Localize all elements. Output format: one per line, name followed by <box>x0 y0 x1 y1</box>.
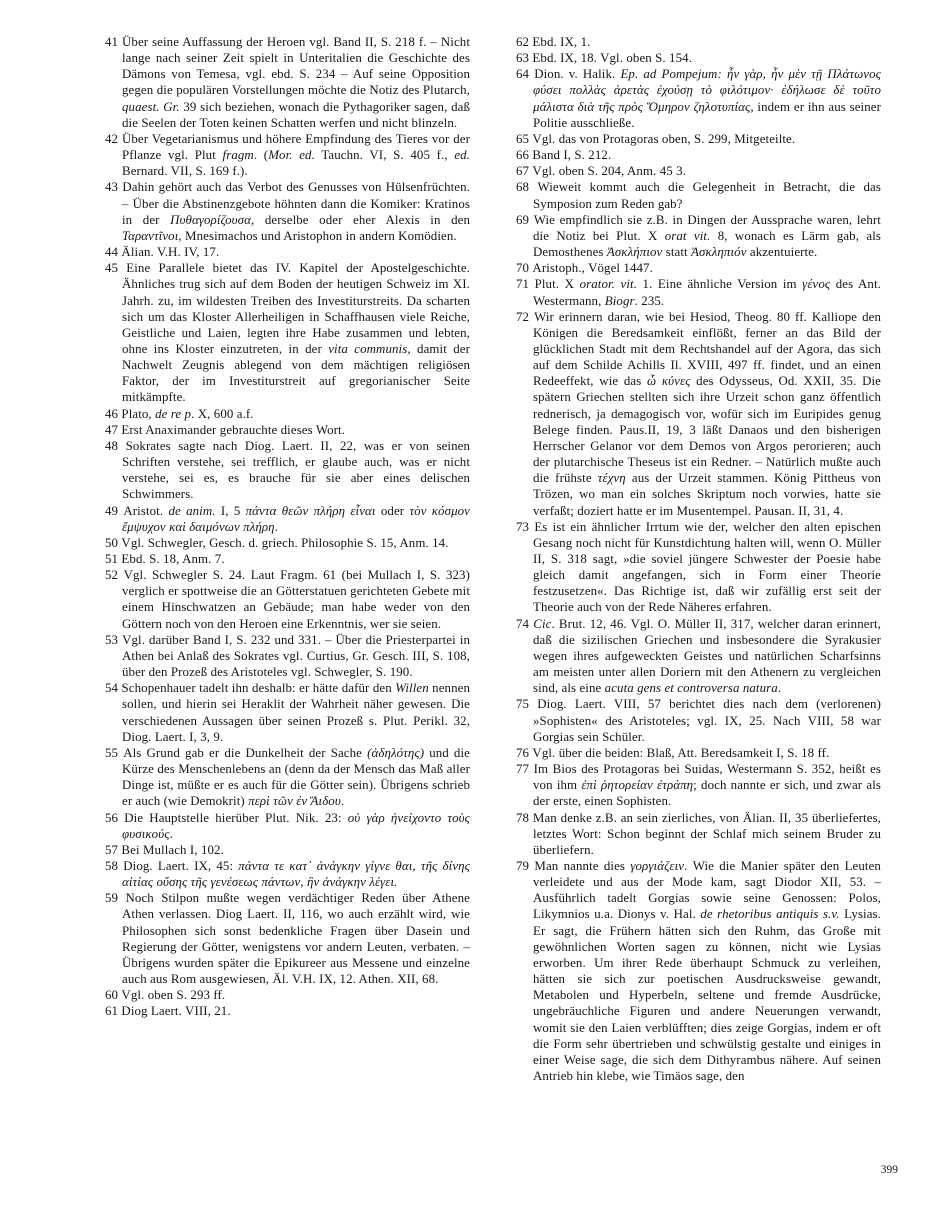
footnote-text: Sokrates sagte nach Diog. Laert. II, 22, was er von seinen Schriften verstehe, sei trefflich, er glaube auch, was er nicht verstehe, sei es, es brauche für sie aber eines delischen Schwimmers. <box>122 438 470 502</box>
footnote-41 <box>105 34 470 131</box>
footnote-text: oder <box>375 503 410 518</box>
footnote-text: Über seine Auffassung der Heroen vgl. Band II, S. 218 f. – Nicht lange nach seiner Zeit spielt in Unteritalien die Geschichte des Dämons von Temesa, vgl. ebd. S. 234 – Auf seine Opposition gegen die populären Vorstellungen möchte die Notiz des Plutarch, <box>121 35 470 98</box>
footnote-50 <box>105 535 470 551</box>
footnote-48 <box>105 438 470 503</box>
footnote-57 <box>105 842 470 858</box>
footnote-text-italic: vita communis, <box>328 341 411 356</box>
footnote-text: damit der Nachwelt Zeugnis ablegend von dem mächtigen religiösen Faktor, der im Investiturstreit auf gregorianischer Seite mitkämpfte. <box>122 341 470 405</box>
footnote-text: Vgl. das von Protagoras oben, S. 299, Mitgeteilte. <box>532 131 796 146</box>
footnote-number: 53 <box>105 632 123 647</box>
footnote-64 <box>516 66 881 131</box>
footnote-text-italic: acuta gens et controversa natura <box>604 681 778 696</box>
footnote-77 <box>516 761 881 809</box>
footnote-text-italic: fragm <box>222 148 254 163</box>
notes-column-left <box>105 34 470 1084</box>
footnote-number: 69 <box>516 212 534 227</box>
footnote-58 <box>105 858 470 890</box>
footnote-text-italic: Cic <box>533 616 552 631</box>
footnote-number: 48 <box>105 438 126 453</box>
footnote-text-italic: de rhetoribus antiquis s.v. <box>700 907 840 922</box>
footnote-number: 78 <box>516 810 533 825</box>
footnote-text-italic: πάντα τε κατ᾽ ἀνάγκην γίγνε θαι, τῆς δίνης αἰτίας οὔσης τῆς γενέσεως πάντων, ἣν ἀνάγκην λέγει. <box>122 858 470 890</box>
footnote-text: Diog. Laert. IX, 45: <box>123 858 239 873</box>
footnote-60 <box>105 987 470 1003</box>
footnote-text: , derselbe oder eher Alexis in den <box>251 212 470 227</box>
footnote-69 <box>516 212 881 260</box>
footnote-72 <box>516 309 881 519</box>
footnote-text: . Wie die Manier später den Leuten verleidete und aus der Mode kam, sagt Diodor XII, 53. – Ausführlich tadelt Gorgias sowie seine Genossen: Polos, Likymnios u.a. Dionys v. Hal. <box>533 858 881 922</box>
footnote-text: 8, wonach es Lärm gab, als Demosthenes <box>533 228 881 260</box>
footnote-59 <box>105 890 470 987</box>
footnote-text: Vgl. Schwegler, Gesch. d. griech. Philosophie S. 15, Anm. 14. <box>121 535 449 550</box>
footnote-text: Über Vegetarianismus und höhere Empfindung des Tieres vor der Pflanze vgl. Plut <box>121 131 470 163</box>
footnote-43 <box>105 179 470 244</box>
footnote-text: Dahin gehört auch das Verbot des Genusses von Hülsenfrüchten. – Über die Abstinenzgebote höhnten dann die Komiker: Kratinos in der <box>122 180 470 227</box>
footnote-text-italic: de re p <box>155 406 192 421</box>
footnote-66 <box>516 147 881 163</box>
footnote-text-italic: Ἀσκλήπιον <box>606 245 663 260</box>
footnote-number: 60 <box>105 988 122 1003</box>
footnote-number: 51 <box>105 552 122 566</box>
footnote-number: 41 <box>105 35 122 49</box>
footnote-text: . ( <box>253 148 269 163</box>
footnote-71 <box>516 276 881 308</box>
footnote-text-italic: Mor. ed. <box>268 148 315 163</box>
footnote-text: Ebd. IX, 18. Vgl. oben S. 154. <box>532 51 693 66</box>
footnote-51 <box>105 551 470 567</box>
footnote-number: 77 <box>516 762 534 777</box>
footnote-text: Bei Mullach I, 102. <box>121 842 224 857</box>
footnote-62 <box>516 34 881 50</box>
footnote-number: 68 <box>516 180 538 195</box>
footnote-text: Tauchn. VI, S. 405 f., <box>314 148 455 163</box>
footnote-text: Bernard. VII, S. 169 f.). <box>122 164 248 179</box>
footnote-78 <box>516 810 881 858</box>
footnote-56 <box>105 810 470 842</box>
footnote-text: Schopenhauer tadelt ihn deshalb: er hätte dafür den <box>121 681 396 696</box>
footnote-49 <box>105 503 470 535</box>
footnote-text: Wie empfindlich sie z.B. in Dingen der Aussprache waren, lehrt die Notiz bei Plut. X <box>533 212 881 243</box>
footnote-61 <box>105 1003 470 1019</box>
footnote-text-italic: γένος <box>802 277 831 292</box>
footnote-text: Diog. Laert. VIII, 57 berichtet dies nach dem (verlorenen) »Sophisten« des Aristoteles; vgl. IX, 25. Nach VIII, 58 war Gorgias sein Schüler. <box>533 697 881 744</box>
footnote-text: 39 sich beziehen, wonach die Pythagoriker sagen, daß die Seelen der Toten keinen Schatten werfen und nicht blinzeln. <box>122 99 470 130</box>
footnote-number: 67 <box>516 164 533 179</box>
footnote-number: 43 <box>105 180 123 195</box>
footnote-text: nennen sollen, und hierin sei Heraklit der Wahrheit näher gewesen. Die verschiedenen Aussagen über seinen Prozeß s. Plut. Perikl. 32, Diog. Laert. I, 3, 9. <box>122 681 470 744</box>
footnote-text: Vgl. oben S. 204, Anm. 45 3. <box>532 164 686 179</box>
footnote-text: Plato, <box>121 406 156 421</box>
footnote-63 <box>516 50 881 66</box>
footnote-number: 45 <box>105 261 127 276</box>
footnote-text: Dion. v. Halik. <box>534 67 621 82</box>
footnote-text-italic: Biogr <box>604 293 635 308</box>
footnote-number: 72 <box>516 309 535 324</box>
footnote-text-italic: γοργιάζειν <box>630 858 685 873</box>
footnote-text-italic: ὦ κύνες <box>647 374 691 389</box>
footnote-number: 56 <box>105 810 125 825</box>
footnote-text-italic: (ἀδηλότης) <box>367 745 425 760</box>
footnote-number: 44 <box>105 245 122 260</box>
footnote-text: Ebd. S. 18, Anm. 7. <box>121 552 225 566</box>
footnote-text: Wieweit kommt auch die Gelegenheit in Betracht, die das Symposion zum Reden gab? <box>533 180 881 211</box>
footnote-text: Band I, S. 212. <box>532 148 612 163</box>
footnote-text: statt <box>662 245 692 260</box>
footnote-76 <box>516 745 881 761</box>
footnote-text: indem er ihn aus seiner Politie ausschließe. <box>533 99 882 130</box>
footnote-44 <box>105 244 470 260</box>
footnote-text: Vgl. oben S. 293 ff. <box>121 988 226 1003</box>
footnote-number: 79 <box>516 858 535 873</box>
footnote-text-italic: οὐ γὰρ ἠνείχοντο τοὺς φυσικούς <box>122 810 470 841</box>
footnote-text: Diog Laert. VIII, 21. <box>121 1004 231 1019</box>
footnote-number: 76 <box>516 745 533 760</box>
footnote-text: Vgl. Schwegler S. 24. Laut Fragm. 61 (bei Mullach I, S. 323) verglich er spottweise die an Götterstatuen gerichteten Gebete mit einem Hinschwatzen an Gebäude; man habe weder von den Göttern noch von den Heroen eine Erkenntnis, wer sie seien. <box>122 568 470 631</box>
footnote-number: 59 <box>105 891 126 906</box>
footnote-text-italic: Ep. ad Pompejum: ἦν γὰρ, ἦν μὲν τῇ Πλάτωνος φύσει πολλὰς ἀρετὰς ἐχούσῃ τὸ φιλότιμον· ἐδήλωσε δὲ τοῦτο μάλιστα διὰ τῆς πρὸς Ὅμηρον ζηλοτυπίας, <box>533 67 881 114</box>
footnote-74 <box>516 616 881 697</box>
footnote-text-italic: Πυθαγορίζουσα <box>170 212 251 227</box>
footnote-text-italic: quaest. Gr. <box>122 99 180 114</box>
footnote-number: 75 <box>516 697 538 712</box>
footnote-54 <box>105 680 470 745</box>
footnote-text: Aristot. <box>123 503 169 518</box>
footnote-text: I, 5 <box>215 503 246 518</box>
footnote-text: . Brut. 12, 46. Vgl. O. Müller II, 317, welcher daran erinnert, daß die sizilischen Griechen und insbesondere die Syrakusier wegen ihres aufgeweckten Geistes und natürlichen Scharfsinns am meisten unter allen Doriern mit den Athenern zu vergleichen sind, als eine <box>533 616 881 696</box>
footnote-number: 70 <box>516 261 533 276</box>
footnote-text: Es ist ein ähnlicher Irrtum wie der, welcher den alten epischen Gesang noch nicht für Kunstdichtung halten will, wenn O. Müller II, S. 318 sagt, »die soviel jüngere Schwester der Poesie habe gleich damit angefangen, sich in Form einer Theorie festzusetzen«. Das Richtige ist, daß wir zufällig erst seit der Theorie auch von der Rede Näheres erfahren. <box>533 519 881 615</box>
footnote-text-italic: τὸν κόσμον ἔμψυχον καὶ δαιμόνων πλήρη <box>122 503 471 534</box>
footnote-text-italic: ed. <box>454 148 471 163</box>
footnote-text: akzentuierte. <box>746 245 818 260</box>
footnote-text: Eine Parallele bietet das IV. Kapitel der Apostelgeschichte. Ähnliches trug sich auf dem Boden der heutigen Schweiz im XI. Jahrh. zu, im wildesten Treiben des Investiturstreits. Da scharten sich um das Kloster Allerheiligen in Schaffhausen viele Reiche, Geistliche und Laien, legten ihre Habe zusammen und lebten, ohne ins Kloster einzutreten, in der <box>122 261 470 356</box>
footnote-text: . X, 600 a.f. <box>191 406 254 421</box>
footnote-68 <box>516 179 881 211</box>
footnote-text: . 235. <box>634 293 665 308</box>
notes-column-right <box>516 34 881 1084</box>
footnote-text: Man denke z.B. an sein zierliches, von Älian. II, 35 überliefertes, letztes Wort: Schon beginnt der Schlaf mich seinem Bruder zu überliefern. <box>532 810 881 857</box>
footnote-46 <box>105 406 470 422</box>
footnote-number: 62 <box>516 35 533 49</box>
footnote-text: . <box>274 519 278 534</box>
footnote-text-italic: περὶ τῶν ἐν Ἅιδου <box>248 794 341 809</box>
footnote-75 <box>516 696 881 744</box>
footnote-text: Älian. V.H. IV, 17. <box>121 245 220 260</box>
footnote-text-italic: πάντα θεῶν πλήρη εἶναι <box>245 503 376 518</box>
footnote-text: Vgl. über die beiden: Blaß, Att. Beredsamkeit I, S. 18 ff. <box>532 745 830 760</box>
footnote-text-italic: Ἀσκληπιόν <box>691 245 747 260</box>
footnote-text: Plut. X <box>534 277 580 292</box>
footnote-67 <box>516 163 881 179</box>
footnote-text: Als Grund gab er die Dunkelheit der Sache <box>123 745 368 760</box>
footnote-text-italic: Willen <box>395 681 429 696</box>
notes-columns <box>105 34 881 1084</box>
footnote-number: 42 <box>105 131 122 146</box>
footnote-number: 49 <box>105 503 124 518</box>
footnote-text: und die Kürze des Menschenlebens an (denn da der Mensch das Maß aller Dinge ist, müßte er es auch für die Götter sein). Übrigens schrieb er auch (wie Demokrit) <box>122 745 470 809</box>
footnote-text: Im Bios des Protagoras bei Suidas, Westermann S. 352, heißt es von ihm <box>533 762 882 793</box>
footnote-number: 66 <box>516 148 533 163</box>
footnote-text-italic: orat vit. <box>664 228 711 243</box>
footnote-number: 47 <box>105 422 122 437</box>
footnote-number: 52 <box>105 568 124 583</box>
footnote-number: 65 <box>516 131 533 146</box>
footnote-text: des Odysseus, Od. XXII, 35. Die spätern Griechen stellten sich ihre Urzeit schon ganz öffentlich rednerisch, ja demagogisch vor, wofür sich im Euripides genug Belege finden. Paus.II, 19, 3 läßt Danaos und den bisherigen Herrscher Gelanor vor dem Demos von Argos perorieren; auch der plutarchische Theseus ist ein Redner. – Natürlich mußte auch die frühste <box>533 374 881 486</box>
footnote-number: 64 <box>516 67 535 82</box>
footnote-number: 63 <box>516 51 533 66</box>
footnote-number: 74 <box>516 616 534 631</box>
footnote-text: . <box>340 794 345 809</box>
footnote-number: 50 <box>105 535 122 550</box>
footnote-text: des Ant. Westermann, <box>533 277 881 308</box>
footnote-text: Aristoph., Vögel 1447. <box>532 261 653 276</box>
footnote-number: 54 <box>105 681 122 696</box>
footnote-text: Lysias. Er sagt, die Frühern hätten sich den Ruhm, das Große mit gewöhnlichen Worten sagen zu können, nicht wie Lysias erworben. Um ihrer Rede überhaupt Schmuck zu verleihen, hätten sie sich zur poetischen Ausdrucksweise gewandt, Metabolen und Hyperbeln, seltene und fremde Ausdrücke, ungebräuchliche Figuren und andere Neuerungen verwandt, womit sie den Laien verblüfften; dies zeige Gorgias, indem er oft die Form sehr übertrieben und schwülstig gestalte und einiges in einer Weise sage, die sich dem Dithyrambus nähere. Auf seinen Antrieb hin klebe, wie Timäos sage, den <box>533 907 881 1083</box>
footnote-text: 1. Eine ähnliche Version im <box>637 277 803 292</box>
footnote-text: Die Hauptstelle hierüber Plut. Nik. 23: <box>124 810 348 825</box>
footnote-text: ; doch nannte er sich, und zwar als der erste, einen Sophisten. <box>533 778 881 809</box>
footnote-text-italic: Ταραντῖνοι <box>122 228 179 243</box>
footnote-45 <box>105 260 470 405</box>
footnote-text: . <box>169 826 173 841</box>
footnote-text: Ebd. IX, 1. <box>532 35 591 49</box>
footnote-number: 46 <box>105 406 122 421</box>
footnote-number: 57 <box>105 842 122 857</box>
footnote-number: 71 <box>516 277 535 292</box>
footnote-text: Wir erinnern daran, wie bei Hesiod, Theog. 80 ff. Kalliope den Königen die Beredsamkeit einflößt, ferner an das Bild der glücklichen Stadt mit dem Rechtshandel auf der Agora, das sich auf dem Schilde Achills Il. XVIII, 497 ff. findet, und an einen Redeeffekt, wie das <box>533 309 882 389</box>
footnote-number: 58 <box>105 858 124 873</box>
footnote-text: Erst Anaximander gebrauchte dieses Wort. <box>121 422 346 437</box>
footnote-text: Vgl. darüber Band I, S. 232 und 331. – Über die Priesterpartei in Athen bei Anlaß des Sokrates vgl. Curtius, Gr. Gesch. III, S. 108, über den Prozeß des Aristoteles vgl. Schwegler, S. 190. <box>122 632 470 680</box>
footnote-text: , Mnesimachos und Aristophon in andern Komödien. <box>178 228 457 243</box>
footnote-number: 73 <box>516 519 535 534</box>
footnote-79 <box>516 858 881 1084</box>
footnote-42 <box>105 131 470 179</box>
footnote-55 <box>105 745 470 810</box>
footnote-65 <box>516 131 881 147</box>
footnote-53 <box>105 632 470 680</box>
footnote-text-italic: ἐπὶ ῥητορείαν ἐτράπη <box>581 778 694 793</box>
footnote-text-italic: de anim. <box>168 503 216 518</box>
footnote-73 <box>516 519 881 616</box>
footnote-number: 61 <box>105 1004 122 1019</box>
footnote-number: 55 <box>105 745 124 760</box>
footnote-47 <box>105 422 470 438</box>
footnote-text: aus der Urzeit stammen. König Pittheus von Trözen, wo man ein solches Skriptum noch vorwies, hatte sie verfaßt; doziert hatte er im Musentempel. Pausan. II, 31, 4. <box>533 471 881 518</box>
page-number: 399 <box>880 1164 898 1176</box>
footnote-70 <box>516 260 881 276</box>
footnote-text: Man nannte dies <box>534 858 631 873</box>
footnote-52 <box>105 567 470 632</box>
footnote-text: . <box>777 681 782 696</box>
footnote-text: Noch Stilpon mußte wegen verdächtiger Reden über Athene Athen verlassen. Diog Laert. II, 116, wo auch erzählt wird, wie Philosophen sich sonst bedenkliche Fragen über Dasein und Regierung der Götter, wenigstens vor andern Leuten, verbaten. – Übrigens wurden später die Epikureer aus Messene und einzelne auch aus Rom ausgewiesen, Äl. V.H. IX, 12. Athen. XII, 68. <box>122 891 471 987</box>
footnote-text-italic: τέχνη <box>597 471 626 486</box>
footnote-text-italic: orator. vit. <box>579 277 638 292</box>
